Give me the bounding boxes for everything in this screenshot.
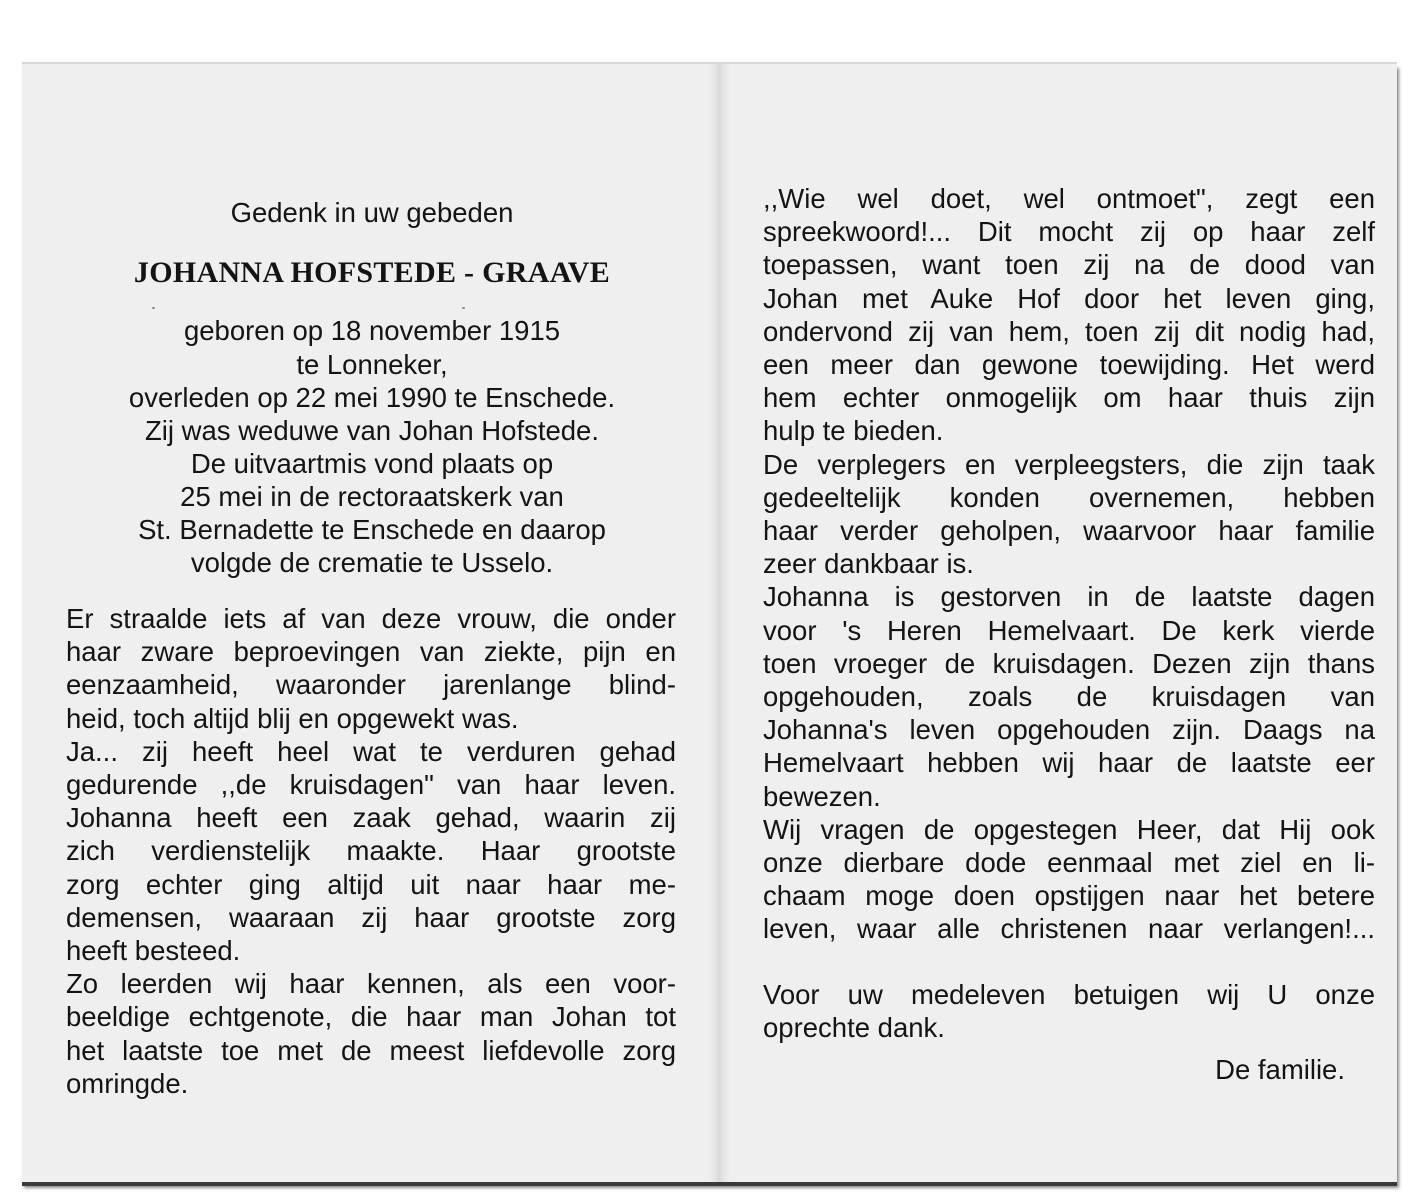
right-body-text [763, 182, 1375, 946]
text-line: hem echter onmogelijk om haar thuis zijn [763, 382, 1375, 414]
text-line: toen vroeger de kruisdagen. Dezen zijn thans [763, 647, 1375, 679]
text-line: Voor uw medeleven betuigen wij U onze [763, 979, 1375, 1010]
intro-line: Gedenk in uw gebeden [230, 197, 514, 228]
detail-line: volgde de crematie te Usselo. [190, 547, 554, 578]
card-fold [708, 64, 730, 1182]
print-speck [152, 307, 155, 309]
detail-line: te Lonneker, [296, 349, 448, 380]
text-line: chaam moge doen opstijgen naar het betere [763, 880, 1375, 912]
text-line: Wij vragen de opgestegen Heer, dat Hij ook [763, 813, 1375, 845]
detail-line: De uitvaartmis vond plaats op [190, 448, 554, 479]
text-line: Zo leerden wij haar kennen, als een voor- [66, 968, 676, 1000]
text-line: toepassen, want toen zij na de dood van [763, 249, 1375, 281]
text-line: het laatste toe met de meest liefdevolle zorg [66, 1034, 676, 1066]
text-line: Johanna's leven opgehouden zijn. Daags na [763, 714, 1375, 746]
left-page [22, 64, 708, 1182]
text-line: omringde. [66, 1067, 189, 1099]
thanks-text [763, 978, 1375, 1044]
memorial-card [22, 62, 1397, 1182]
detail-line: Zij was weduwe van Johan Hofstede. [145, 415, 599, 446]
detail-line: 25 mei in de rectoraatskerk van [180, 481, 564, 512]
text-line: Hemelvaart hebben wij haar de laatste eer [763, 747, 1375, 779]
family-signature: De familie. [1215, 1054, 1345, 1085]
text-line: Johanna is gestorven in de laatste dagen [763, 581, 1375, 613]
text-line: een meer dan gewone toewijding. Het werd [763, 349, 1375, 381]
paragraph [763, 182, 1375, 448]
text-line: gedurende ,,de kruisdagen" van haar leven. [66, 769, 676, 801]
text-line: eenzaamheid, waaronder jarenlange blind- [66, 669, 676, 701]
text-line: Johanna heeft een zaak gehad, waarin zij [66, 802, 676, 834]
text-line: ,,Wie wel doet, wel ontmoet", zegt een [763, 183, 1375, 214]
text-line: leven, waar alle christenen naar verlangen!... [763, 913, 1375, 945]
text-line: Ja... zij heeft heel wat te verduren gehad [66, 735, 676, 767]
text-line: zich verdienstelijk maakte. Haar grootste [66, 835, 676, 867]
deceased-name: JOHANNA HOFSTEDE - GRAAVE [133, 256, 611, 289]
detail-line: St. Bernadette te Enschede en daarop [138, 514, 606, 545]
text-line: opgehouden, zoals de kruisdagen van [763, 681, 1375, 713]
text-line: oprechte dank. [763, 1012, 945, 1044]
text-line: heid, toch altijd blij en opgewekt was. [66, 702, 519, 734]
paragraph [66, 735, 676, 967]
text-line: ondervond zij van hem, toen zij dit nodig had, [763, 315, 1375, 347]
print-speck [462, 307, 465, 309]
text-line: zeer dankbaar is. [763, 548, 974, 580]
text-line: haar zware beproevingen van ziekte, pijn en [66, 636, 676, 668]
text-line: spreekwoord!... Dit mocht zij op haar zelf [763, 216, 1375, 248]
text-line: beeldige echtgenote, die haar man Johan tot [66, 1001, 676, 1033]
paragraph [763, 580, 1375, 812]
text-line: onze dierbare dode eenmaal met ziel en li- [763, 847, 1375, 879]
text-line: zorg echter ging altijd uit naar haar me- [66, 868, 676, 900]
text-line: De verplegers en verpleegsters, die zijn taak [763, 448, 1375, 480]
text-line: gedeeltelijk konden overnemen, hebben [763, 481, 1375, 513]
detail-line: overleden op 22 mei 1990 te Enschede. [128, 382, 616, 413]
text-line: Johan met Auke Hof door het leven ging, [763, 282, 1375, 314]
detail-line: geboren op 18 november 1915 [183, 315, 561, 346]
text-line: demensen, waaraan zij haar grootste zorg [66, 901, 676, 933]
text-line: voor 's Heren Hemelvaart. De kerk vierde [763, 614, 1375, 646]
right-page [730, 64, 1397, 1182]
text-line: Er straalde iets af van deze vrouw, die onder [66, 603, 676, 634]
text-line: bewezen. [763, 780, 881, 812]
text-line: hulp te bieden. [763, 415, 944, 447]
text-line: haar verder geholpen, waarvoor haar familie [763, 515, 1375, 547]
paragraph [66, 967, 676, 1100]
text-line: heeft besteed. [66, 935, 241, 967]
paragraph [66, 602, 676, 735]
paragraph [763, 813, 1375, 946]
paragraph [763, 448, 1375, 581]
left-body-text [66, 602, 676, 1100]
